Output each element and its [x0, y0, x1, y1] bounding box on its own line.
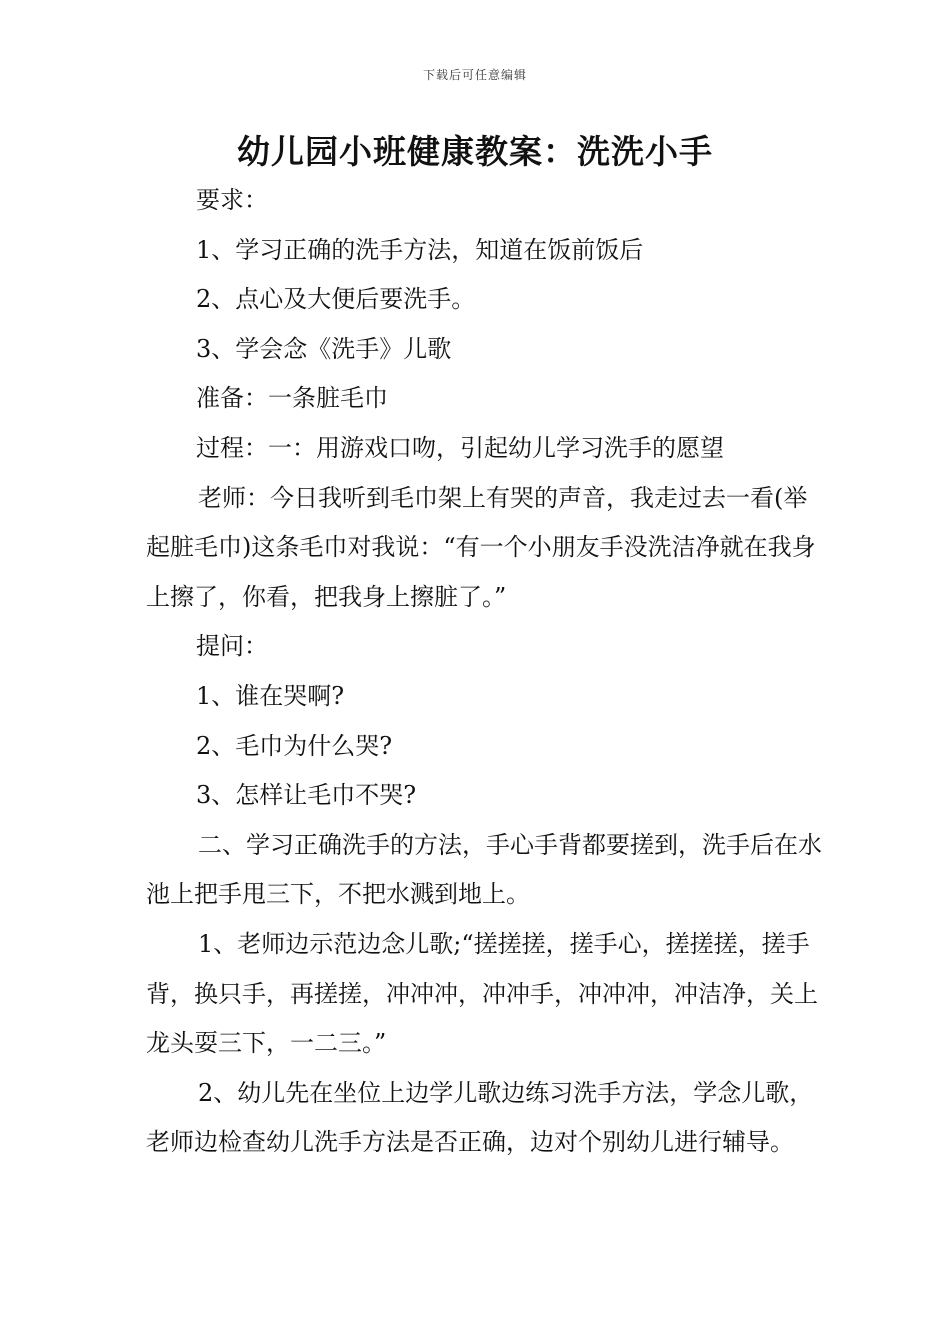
requirement-item-2: 2、点心及大便后要洗手。 — [196, 285, 476, 314]
document-title: 幼儿园小班健康教案：洗洗小手 — [237, 132, 713, 171]
part-two-paragraph: 二、学习正确洗手的方法，手心手背都要搓到，洗手后在水池上把手甩三下，不把水溅到地上。 — [146, 830, 822, 909]
question-item-3: 3、怎样让毛巾不哭? — [196, 781, 417, 810]
preparation-line: 准备：一条脏毛巾 — [196, 384, 388, 413]
header-note: 下载后可任意编辑 — [422, 68, 527, 82]
requirement-item-3: 3、学会念《洗手》儿歌 — [196, 334, 452, 363]
question-item-2: 2、毛巾为什么哭? — [196, 731, 393, 760]
requirements-label: 要求： — [196, 186, 268, 214]
process-line: 过程：一：用游戏口吻，引起幼儿学习洗手的愿望 — [196, 433, 724, 462]
step-2-paragraph: 2、幼儿先在坐位上边学儿歌边练习洗手方法，学念儿歌，老师边检查幼儿洗手方法是否正确，边对个别幼儿进行辅导。 — [146, 1078, 814, 1157]
requirement-item-1: 1、学习正确的洗手方法，知道在饭前饭后 — [196, 235, 644, 264]
teacher-story-paragraph: 老师：今日我听到毛巾架上有哭的声音，我走过去一看(举起脏毛巾)这条毛巾对我说：“有一个小朋友手没洗洁净就在我身上擦了，你看，把我身上擦脏了。” — [146, 483, 816, 611]
questions-label: 提问： — [196, 632, 268, 661]
step-1-paragraph: 1、老师边示范边念儿歌;“搓搓搓，搓手心，搓搓搓，搓手背，换只手，再搓搓，冲冲冲，冲冲手，冲冲冲，冲洁净，关上龙头耍三下，一二三。” — [146, 929, 818, 1058]
document-body — [146, 176, 826, 1168]
question-item-1: 1、谁在哭啊? — [196, 681, 345, 710]
